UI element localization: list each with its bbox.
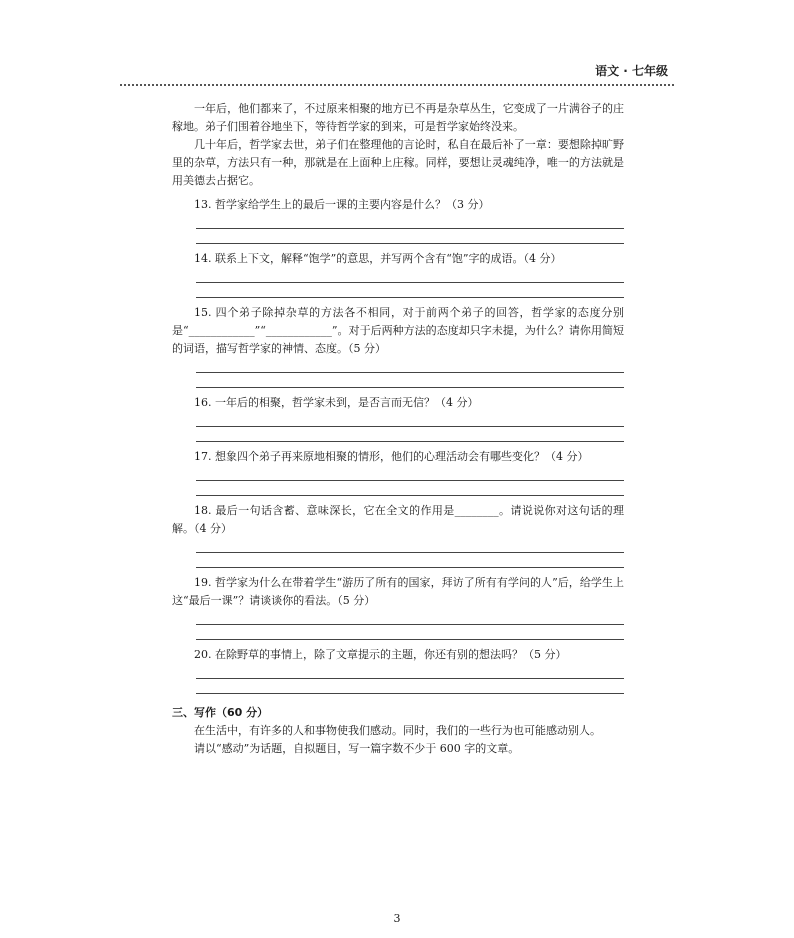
question-14: 14. 联系上下文，解释“饱学”的意思，并写两个含有“饱”字的成语。（4 分） (194, 252, 562, 265)
answer-line[interactable] (196, 625, 624, 640)
answer-line[interactable] (196, 229, 624, 244)
question-15: 15. 四个弟子除掉杂草的方法各不相同，对于前两个弟子的回答，哲学家的态度分别是“____________”“____________”。对于后两种方法的态度却只字未提，为什么？请你用简短的词语，描写哲学家的神情、态度。（5 分） (172, 306, 624, 355)
answer-line[interactable] (196, 610, 624, 625)
writing-prompt-line: 在生活中，有许多的人和事物使我们感动。同时，我们的一些行为也可能感动别人。 (194, 724, 601, 737)
writing-heading: 三、写作（60 分） (172, 706, 269, 719)
page-header (120, 58, 674, 86)
page-number: 3 (393, 912, 401, 925)
answer-line[interactable] (196, 553, 624, 568)
paragraph: 一年后，他们都来了，不过原来相聚的地方已不再是杂草丛生，它变成了一片满谷子的庄稼地。弟子们围着谷地坐下，等待哲学家的到来，可是哲学家始终没来。 (172, 102, 624, 133)
question-18: 18. 最后一句话含蓄、意味深长，它在全文的作用是________。请说说你对这句话的理解。（4 分） (172, 504, 624, 535)
header-title: 语文 · 七年级 (595, 64, 668, 78)
question-13: 13. 哲学家给学生上的最后一课的主要内容是什么？（3 分） (194, 198, 490, 211)
answer-line[interactable] (196, 466, 624, 481)
answer-line[interactable] (196, 538, 624, 553)
question-20: 20. 在除野草的事情上，除了文章提示的主题，你还有别的想法吗？（5 分） (194, 648, 567, 661)
answer-line[interactable] (196, 283, 624, 298)
page-content (172, 100, 624, 758)
answer-line[interactable] (196, 358, 624, 373)
paragraph: 几十年后，哲学家去世，弟子们在整理他的言论时，私自在最后补了一章：要想除掉旷野里的杂草，方法只有一种，那就是在上面种上庄稼。同样，要想让灵魂纯净，唯一的方法就是用美德去占据它。 (172, 138, 624, 187)
question-17: 17. 想象四个弟子再来原地相聚的情形，他们的心理活动会有哪些变化？（4 分） (194, 450, 589, 463)
answer-line[interactable] (196, 268, 624, 283)
answer-line[interactable] (196, 664, 624, 679)
question-16: 16. 一年后的相聚，哲学家未到，是否言而无信？（4 分） (194, 396, 479, 409)
answer-line[interactable] (196, 427, 624, 442)
question-19: 19. 哲学家为什么在带着学生“游历了所有的国家，拜访了所有有学问的人”后，给学生上这“最后一课”？请谈谈你的看法。（5 分） (172, 576, 624, 607)
writing-prompt-line: 请以“感动”为话题，自拟题目，写一篇字数不少于 600 字的文章。 (194, 742, 520, 755)
answer-line[interactable] (196, 481, 624, 496)
answer-line[interactable] (196, 214, 624, 229)
answer-line[interactable] (196, 679, 624, 694)
answer-line[interactable] (196, 373, 624, 388)
answer-line[interactable] (196, 412, 624, 427)
